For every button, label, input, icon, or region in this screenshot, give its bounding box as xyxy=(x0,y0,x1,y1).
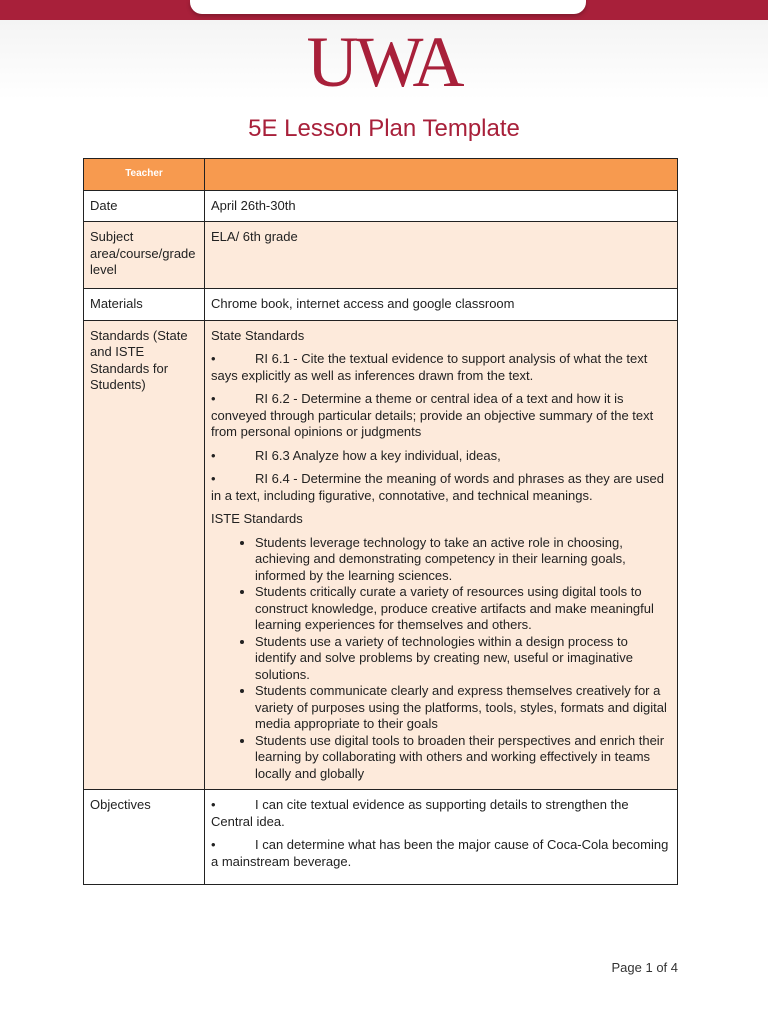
page-title: 5E Lesson Plan Template xyxy=(248,115,520,142)
date-label: Date xyxy=(84,190,205,222)
state-standard-item xyxy=(211,471,671,504)
top-band xyxy=(0,0,768,20)
bullet-icon: • xyxy=(211,351,216,366)
bullet-icon: • xyxy=(211,391,216,406)
standards-row xyxy=(84,320,678,790)
standards-label: Standards (State and ISTE Standards for Students) xyxy=(84,320,205,790)
subject-value: ELA/ 6th grade xyxy=(205,222,678,289)
state-standard-item xyxy=(211,351,671,384)
top-band-tab xyxy=(190,0,586,14)
state-standard-text: RI 6.2 - Determine a theme or central idea of a text and how it is conveyed through particular details; provide an objective summary of the text from personal opinions or judgments xyxy=(211,391,654,439)
state-standard-text: RI 6.1 - Cite the textual evidence to support analysis of what the text says explicitly as well as inferences drawn from the text. xyxy=(211,351,648,383)
teacher-label: Teacher xyxy=(84,159,205,191)
materials-row xyxy=(84,289,678,321)
teacher-value xyxy=(205,159,678,191)
iste-standard-item: • Students critically curate a variety of resources using digital tools to construct knowledge, produce creative artifacts and make meaningful learning experiences for themselves and others. xyxy=(255,584,671,634)
subject-row xyxy=(84,222,678,289)
bullet-icon: • xyxy=(211,471,216,486)
bullet-icon: • xyxy=(211,837,216,852)
teacher-row xyxy=(84,159,678,191)
state-standards-heading: State Standards xyxy=(211,327,305,343)
materials-value: Chrome book, internet access and google classroom xyxy=(205,289,678,321)
uwa-logo: UWA xyxy=(306,22,462,102)
bullet-icon: • xyxy=(211,447,216,463)
iste-standards-list xyxy=(211,535,671,783)
state-standard-item xyxy=(211,391,671,441)
subject-label: Subject area/course/grade level xyxy=(84,222,205,289)
state-standard-text: RI 6.3 Analyze how a key individual, ideas, xyxy=(255,447,501,463)
objectives-content xyxy=(205,790,678,885)
date-row xyxy=(84,190,678,222)
objective-text: I can determine what has been the major cause of Coca-Cola becoming a mainstream beverage. xyxy=(211,837,669,869)
state-standard-text: RI 6.4 - Determine the meaning of words and phrases as they are used in a text, including figurative, connotative, and technical meanings. xyxy=(211,471,664,503)
objective-item xyxy=(211,837,671,870)
page-number: Page 1 of 4 xyxy=(611,960,678,975)
iste-standard-item: • Students communicate clearly and express themselves creatively for a variety of purposes using the platforms, tools, styles, formats and digital media appropriate to their goals xyxy=(255,683,671,733)
iste-standard-item: • Students use a variety of technologies within a design process to identify and solve problems by creating new, useful or imaginative solutions. xyxy=(255,634,671,684)
objective-text: I can cite textual evidence as supporting details to strengthen the Central idea. xyxy=(211,797,629,829)
materials-label: Materials xyxy=(84,289,205,321)
lesson-plan-table xyxy=(83,158,678,885)
iste-standard-item: • Students leverage technology to take an active role in choosing, achieving and demonstrating competency in their learning goals, informed by the learning sciences. xyxy=(255,535,671,585)
iste-standard-item: • Students use digital tools to broaden their perspectives and enrich their learning by collaborating with others and working effectively in teams locally and globally xyxy=(255,733,671,783)
iste-standards-heading: ISTE Standards xyxy=(211,511,303,526)
bullet-icon: • xyxy=(211,797,216,812)
standards-content xyxy=(205,320,678,790)
objective-item xyxy=(211,797,671,830)
objectives-label: Objectives xyxy=(84,790,205,885)
state-standard-item xyxy=(211,448,671,465)
date-value: April 26th-30th xyxy=(205,190,678,222)
objectives-row xyxy=(84,790,678,885)
